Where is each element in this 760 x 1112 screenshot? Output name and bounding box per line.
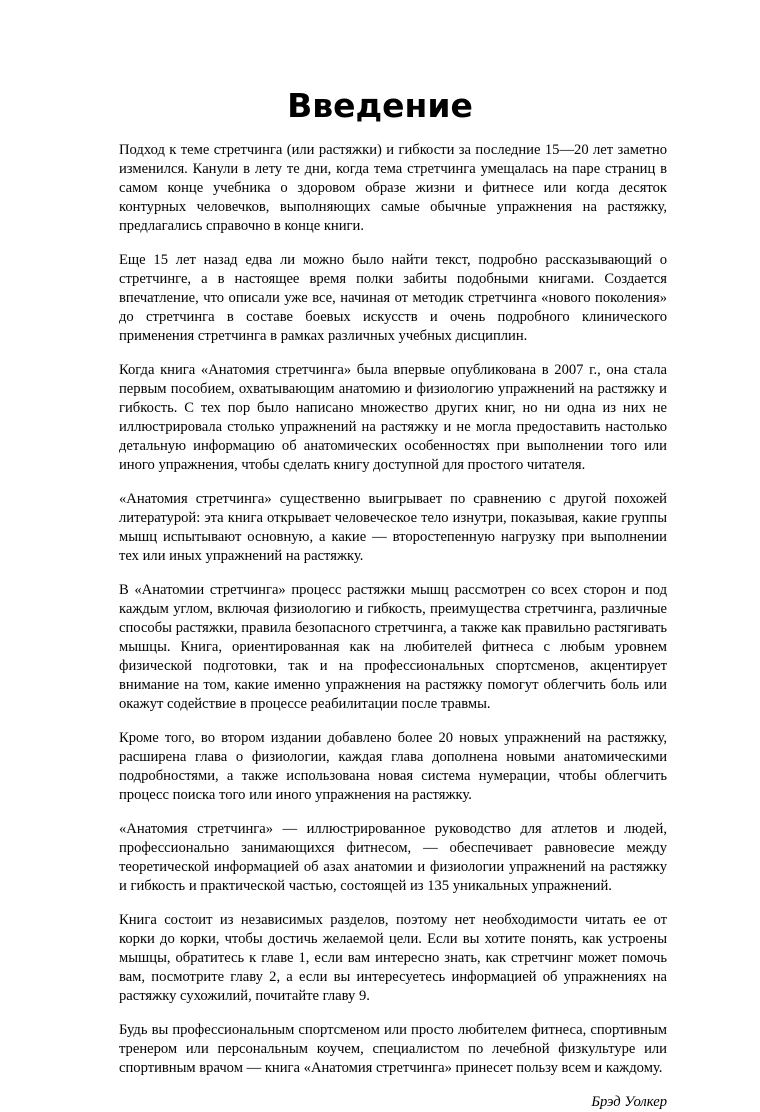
introduction-text — [119, 141, 667, 1112]
paragraph-8: Книга состоит из независимых разделов, поэтому нет необходимости читать ее от корки до корки, чтобы достичь желаемой цели. Если вы хотите понять, как устроены мышцы, обратитесь к главе 1, если вам интересно знать, как стретчинг может помочь вам, посмотрите главу 2, а если вы интересуетесь информацией об упражнениях на растяжку сухожилий, почитайте главу 9. — [119, 912, 667, 1004]
paragraph-4: «Анатомия стретчинга» существенно выигрывает по сравнению с другой похожей литературой: эта книга открывает человеческое тело изнутри, показывая, какие группы мышц испытывают основную, а какие — второстепенную нагрузку при выполнении тех или иных упражнений на растяжку. — [119, 491, 667, 564]
author-signature: Брэд Уолкер — [591, 1094, 667, 1111]
paragraph-9: Будь вы профессиональным спортсменом или просто любителем фитнеса, спортивным тренером или персональным коучем, специалистом по лечебной физкультуре или спортивным врачом — книга «Анатомия стретчинга» принесет пользу всем и каждому. — [119, 1022, 667, 1077]
paragraph-7: «Анатомия стретчинга» — иллюстрированное руководство для атлетов и людей, профессионально занимающихся фитнесом, — обеспечивает равновесие между теоретической информацией об азах анатомии и физиологии упражнений на растяжку и гибкость и практической частью, состоящей из 135 уникальных упражнений. — [119, 821, 667, 894]
paragraph-3: Когда книга «Анатомия стретчинга» была впервые опубликована в 2007 г., она стала первым пособием, охватывающим анатомию и физиологию упражнений на растяжку и гибкость. С тех пор было написано множество других книг, но ни одна из них не иллюстрировала столько упражнений на растяжку и не могла предоставить настолько детальную информацию об анатомических особенностях при выполнении того или иного упражнения, чтобы сделать книгу доступной для простого читателя. — [119, 362, 667, 473]
paragraph-2: Еще 15 лет назад едва ли можно было найти текст, подробно рассказывающий о стретчинге, а в настоящее время полки забиты подобными книгами. Создается впечатление, что описали уже все, начиная от методик стретчинга «нового поколения» до стретчинга в составе боевых искусств и очень подробного клинического применения стретчинга в рамках различных учебных дисциплин. — [119, 252, 667, 344]
page-title: Введение — [287, 86, 473, 125]
paragraph-6: Кроме того, во втором издании добавлено более 20 новых упражнений на растяжку, расширена глава о физиологии, каждая глава дополнена новыми анатомическими подробностями, а также использована новая система нумерации, чтобы облегчить процесс поиска того или иного упражнения на растяжку. — [119, 729, 667, 803]
paragraph-1: Подход к теме стретчинга (или растяжки) и гибкости за последние 15—20 лет заметно изменился. Канули в лету те дни, когда тема стретчинга умещалась на паре страниц в самом конце учебника о здоровом образе жизни и фитнесе или когда десяток контурных человечков, выполняющих самые обычные упражнения на растяжку, предлагались справочно в конце книги. — [119, 142, 667, 234]
paragraph-5: В «Анатомии стретчинга» процесс растяжки мышц рассмотрен со всех сторон и под каждым углом, включая физиологию и гибкость, преимущества стретчинга, различные способы растяжки, правила безопасного стретчинга, а также как правильно растягивать мышцы. Книга, ориентированная как на любителей фитнеса с любым уровнем физической подготовки, так и на профессиональных спортсменов, акцентирует внимание на том, какие именно упражнения на растяжку помогут облегчить боль или окажут содействие в процессе реабилитации после травмы. — [119, 582, 667, 712]
